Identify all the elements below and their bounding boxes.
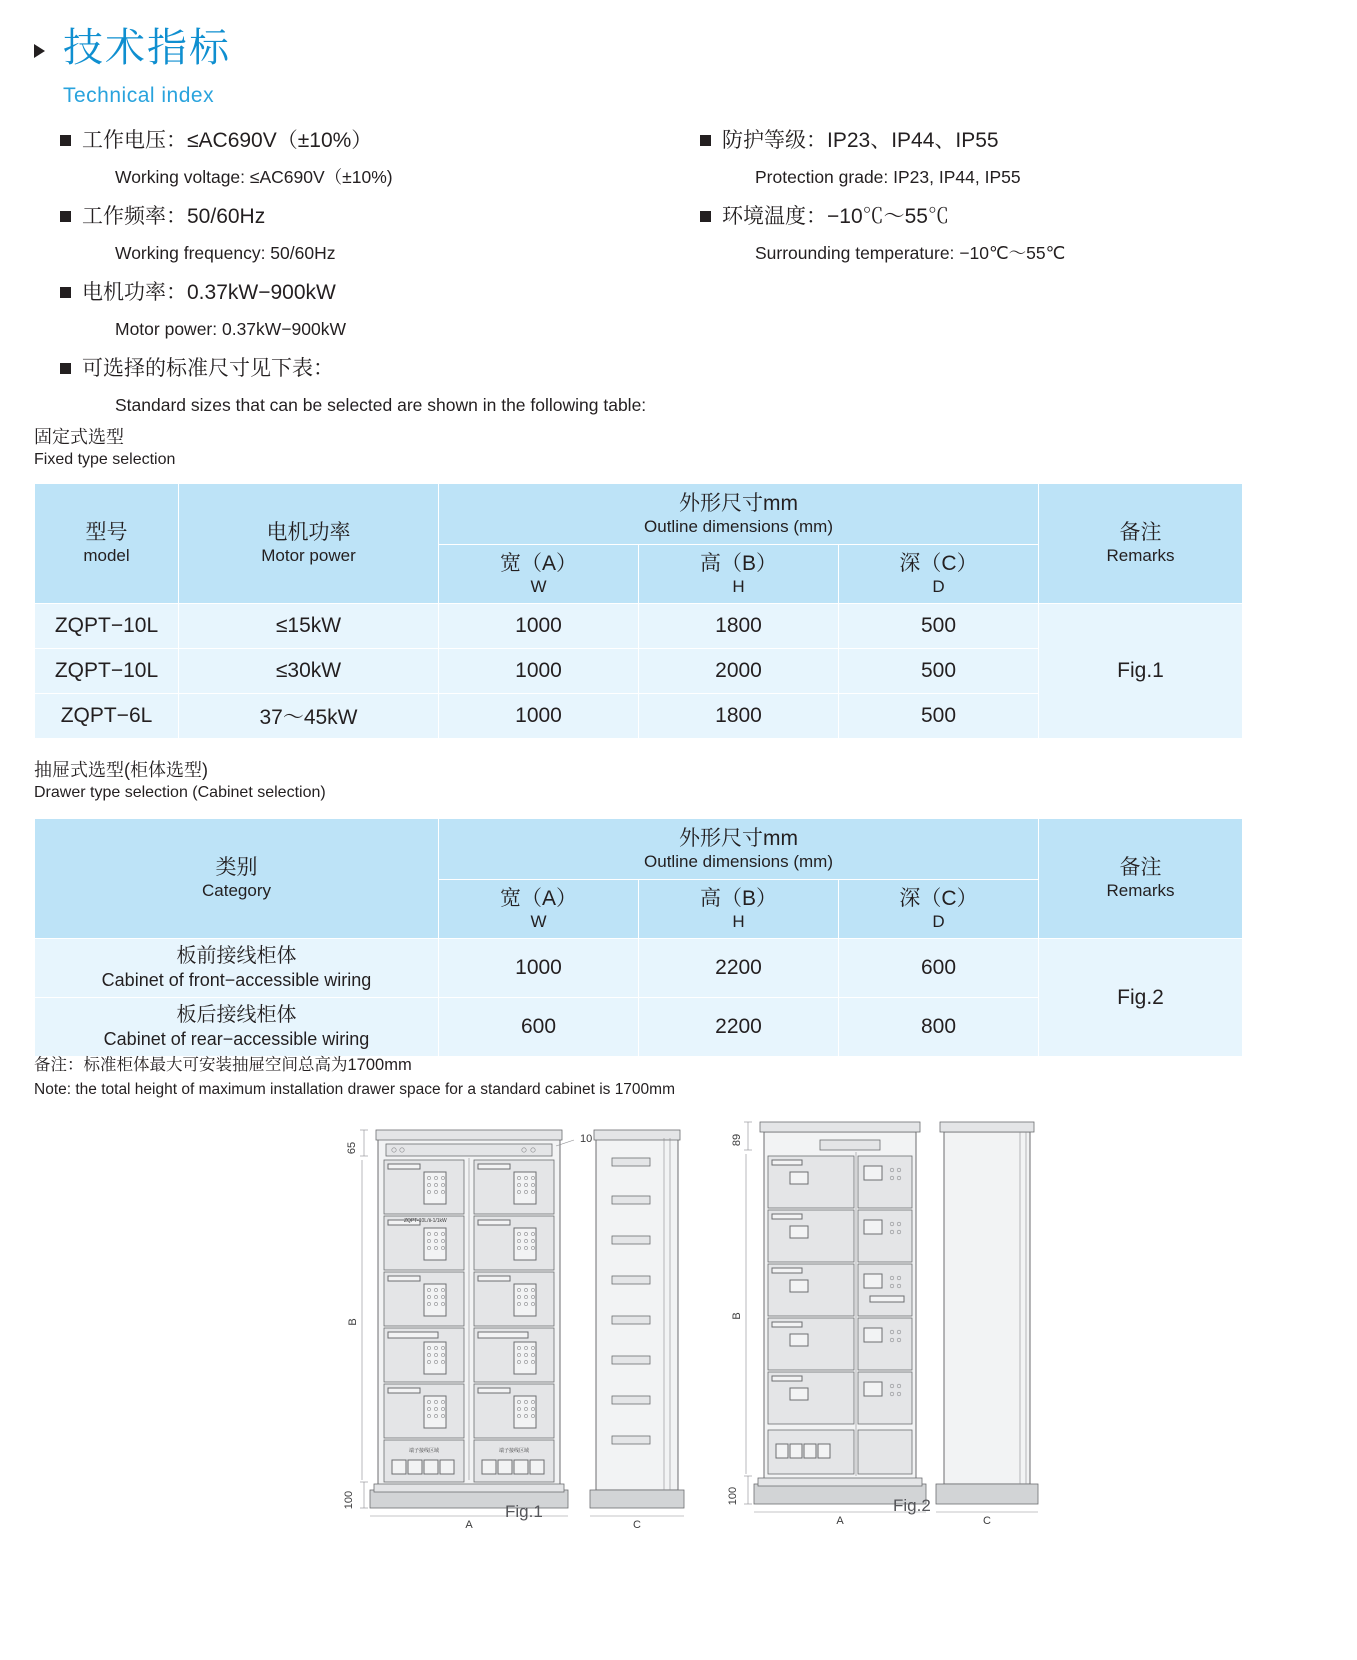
th-model-cn: 型号 [85, 521, 128, 545]
bullet-square-icon [60, 287, 71, 298]
bullet-square-icon [60, 135, 71, 146]
th-outline-dimensions [439, 819, 1039, 880]
th-height-en: H [732, 911, 745, 931]
th-width [439, 545, 639, 604]
fig1-front-view [343, 1130, 592, 1531]
spec-column-right [700, 126, 1320, 278]
fig1-dim-bottom: 100 [343, 1490, 355, 1510]
cell-category [35, 939, 439, 998]
th-width [439, 880, 639, 939]
fig2-dim-top: 89 [731, 1133, 743, 1147]
spec-label-cn: 防护等级：IP23、IP44、IP55 [722, 129, 999, 152]
spec-label-cn: 工作频率：50/60Hz [82, 204, 266, 228]
spec-label-cn: 工作电压：≤AC690V（±10%） [82, 129, 373, 152]
cell-category-cn: 板前接线柜体 [176, 944, 297, 967]
cell-height: 1800 [639, 604, 839, 649]
cell-depth: 600 [839, 939, 1039, 998]
table2-caption-en: Drawer type selection (Cabinet selection) [34, 784, 326, 802]
cell-height: 2200 [639, 939, 839, 998]
cell-height: 1800 [639, 694, 839, 739]
cell-width: 1000 [439, 604, 639, 649]
cell-power: ≤30kW [179, 649, 439, 694]
cell-height: 2200 [639, 998, 839, 1057]
fig2-dim-height: B [731, 1312, 743, 1320]
table1-caption-cn: 固定式选型 [34, 427, 124, 447]
table-note [34, 1053, 675, 1101]
th-width-cn: 宽（A） [499, 551, 577, 575]
cabinet-drawings [0, 1100, 1357, 1560]
bullet-square-icon [700, 211, 711, 222]
page-title-cn: 技术指标 [63, 26, 231, 70]
cell-model: ZQPT−10L [35, 604, 179, 649]
th-depth-en: D [932, 576, 945, 596]
fig2-side-view [936, 1122, 1038, 1527]
cell-width: 1000 [439, 694, 639, 739]
spec-item-standard-sizes [60, 354, 960, 418]
fig1-side-view [590, 1130, 684, 1531]
cell-power: 37～45kW [179, 694, 439, 739]
cell-category-en: Cabinet of rear−accessible wiring [103, 1028, 370, 1049]
th-depth-en: D [932, 911, 945, 931]
th-remarks [1039, 819, 1243, 939]
th-outline-en: Outline dimensions (mm) [644, 516, 833, 536]
th-motor-power [179, 484, 439, 604]
cell-remark: Fig.2 [1039, 939, 1243, 1057]
th-outline-cn: 外形尺寸mm [679, 491, 798, 515]
th-category-cn: 类别 [215, 856, 258, 880]
cell-category-en: Cabinet of front−accessible wiring [101, 969, 372, 990]
drawings-svg [0, 1100, 1357, 1560]
spec-item-working-voltage [60, 126, 680, 190]
page-title-en: Technical index [63, 84, 215, 107]
th-height [639, 545, 839, 604]
table-note-cn: 备注：标准柜体最大可安装抽屉空间总高为1700mm [34, 1056, 412, 1074]
fig2-dim-width: A [836, 1515, 844, 1527]
th-height-cn: 高（B） [699, 551, 777, 575]
cell-power: ≤15kW [179, 604, 439, 649]
spec-column-left [60, 126, 680, 354]
th-motor-power-en: Motor power [261, 546, 356, 566]
th-remarks-cn: 备注 [1119, 521, 1162, 545]
th-depth [839, 545, 1039, 604]
cell-depth: 500 [839, 694, 1039, 739]
th-remarks-cn: 备注 [1119, 856, 1162, 880]
fig1-terminal-label: 端子接线区域 [498, 1448, 530, 1454]
table1-caption-en: Fixed type selection [34, 451, 176, 469]
fig1-dim-10: 10 [580, 1133, 593, 1145]
table-row [35, 939, 1243, 998]
th-outline-en: Outline dimensions (mm) [644, 851, 833, 871]
spec-label-en: Working frequency: 50/60Hz [115, 243, 336, 264]
cell-width: 1000 [439, 939, 639, 998]
spec-item-surrounding-temperature [700, 202, 1320, 266]
th-category [35, 819, 439, 939]
table2-caption-cn: 抽屉式选型(柜体选型) [34, 760, 208, 780]
th-remarks-en: Remarks [1106, 546, 1175, 566]
th-category-en: Category [202, 881, 271, 901]
th-model [35, 484, 179, 604]
fig1-dim-depth: C [633, 1519, 641, 1531]
th-height-en: H [732, 576, 745, 596]
spec-label-en: Motor power: 0.37kW−900kW [115, 319, 346, 340]
th-motor-power-cn: 电机功率 [266, 521, 351, 545]
table-row [35, 604, 1243, 649]
th-depth-cn: 深（C） [899, 551, 978, 575]
table1-caption [34, 425, 175, 471]
cell-model: ZQPT−6L [35, 694, 179, 739]
cell-depth: 800 [839, 998, 1039, 1057]
cell-model: ZQPT−10L [35, 649, 179, 694]
spec-label-en: Surrounding temperature: −10℃～55℃ [755, 243, 1066, 264]
th-width-en: W [530, 576, 547, 596]
th-depth-cn: 深（C） [899, 886, 978, 910]
spec-label-en: Protection grade: IP23, IP44, IP55 [755, 167, 1021, 188]
spec-label-en: Standard sizes that can be selected are shown in the following table: [115, 395, 647, 416]
fig2-dim-bottom: 100 [727, 1486, 739, 1506]
cell-depth: 500 [839, 604, 1039, 649]
cell-width: 1000 [439, 649, 639, 694]
bullet-square-icon [60, 363, 71, 374]
fig1-label: Fig.1 [505, 1502, 543, 1521]
table-note-en: Note: the total height of maximum installation drawer space for a standard cabinet is 1700mm [34, 1080, 675, 1098]
th-width-en: W [530, 911, 547, 931]
fig2-label: Fig.2 [893, 1496, 931, 1515]
cell-category [35, 998, 439, 1057]
th-outline-dimensions [439, 484, 1039, 545]
spec-item-protection-grade [700, 126, 1320, 190]
page-title [34, 28, 231, 68]
th-remarks-en: Remarks [1106, 881, 1175, 901]
fig2-dim-depth: C [983, 1515, 991, 1527]
fig1-dim-width: A [465, 1519, 473, 1531]
cell-height: 2000 [639, 649, 839, 694]
cell-width: 600 [439, 998, 639, 1057]
fig1-dim-top: 65 [346, 1141, 358, 1155]
th-height [639, 880, 839, 939]
th-height-cn: 高（B） [699, 886, 777, 910]
th-model-en: model [83, 546, 130, 566]
bullet-square-icon [700, 135, 711, 146]
table2-caption [34, 758, 326, 804]
fig2-front-view [727, 1122, 926, 1527]
th-width-cn: 宽（A） [499, 886, 577, 910]
th-depth [839, 880, 1039, 939]
spec-item-working-frequency [60, 202, 680, 266]
cell-category-cn: 板后接线柜体 [176, 1003, 297, 1026]
triangle-arrow-icon [34, 44, 45, 58]
fig1-dim-height: B [347, 1318, 359, 1326]
drawer-type-table [34, 818, 1243, 1057]
cell-depth: 500 [839, 649, 1039, 694]
fig1-terminal-label: 端子接线区域 [408, 1448, 440, 1454]
spec-label-cn: 可选择的标准尺寸见下表： [82, 357, 334, 380]
fixed-type-table [34, 483, 1243, 739]
cell-remark: Fig.1 [1039, 604, 1243, 739]
bullet-square-icon [60, 211, 71, 222]
spec-label-cn: 环境温度：−10℃～55℃ [722, 204, 949, 228]
fig1-model-text: ZQPT-10L/Ⅱ-1/1kW [404, 1218, 447, 1224]
th-remarks [1039, 484, 1243, 604]
spec-item-motor-power [60, 278, 680, 342]
th-outline-cn: 外形尺寸mm [679, 826, 798, 850]
spec-label-cn: 电机功率：0.37kW−900kW [82, 280, 336, 304]
spec-label-en: Working voltage: ≤AC690V（±10%) [115, 167, 393, 188]
